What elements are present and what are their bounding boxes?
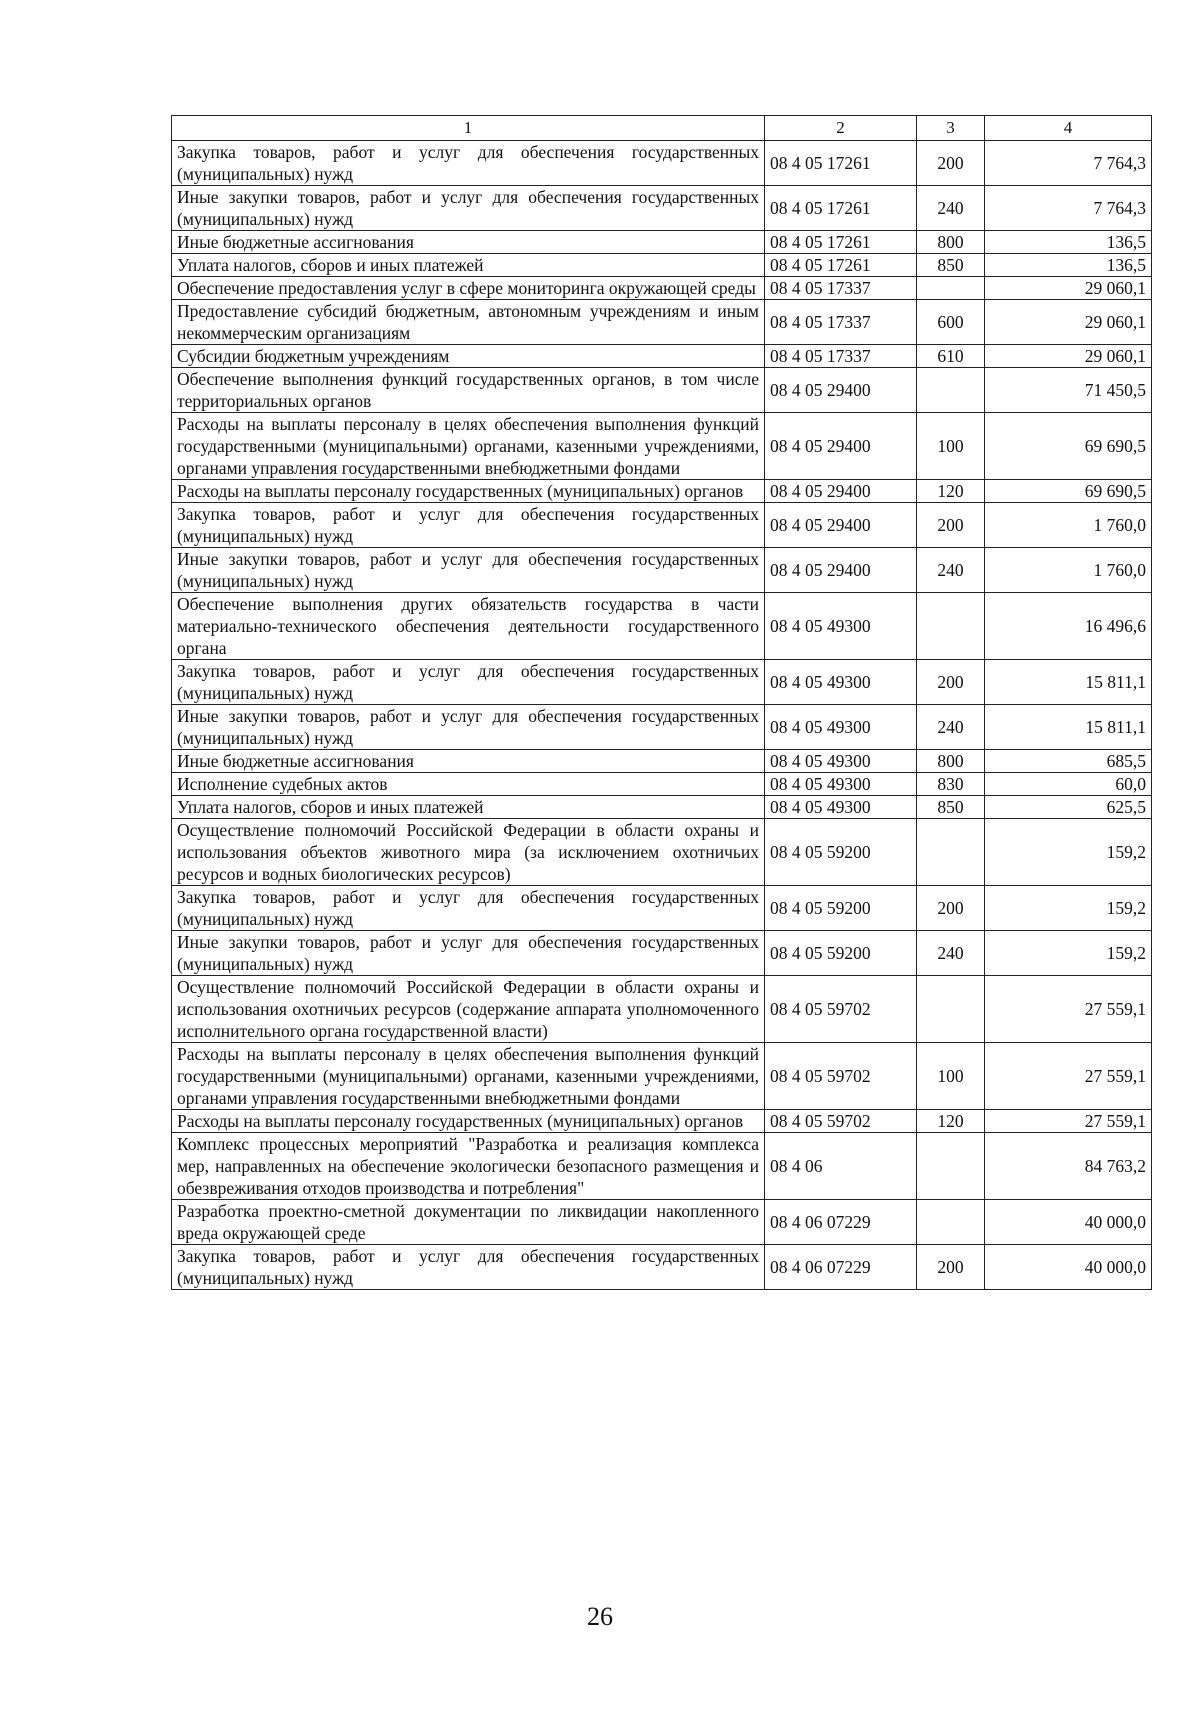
row-description: Иные закупки товаров, работ и услуг для обеспечения государственных (муниципальных) нужд bbox=[172, 931, 765, 976]
row-expense-type: 200 bbox=[917, 503, 985, 548]
row-expense-type: 830 bbox=[917, 773, 985, 796]
row-description: Субсидии бюджетным учреждениям bbox=[172, 345, 765, 368]
table-row bbox=[172, 413, 1152, 480]
table-row bbox=[172, 548, 1152, 593]
row-description: Расходы на выплаты персоналу в целях обеспечения выполнения функций государственными (муниципальными) органами, казенными учреждениями, органами управления государственными внебюджетными фондами bbox=[172, 413, 765, 480]
row-expense-type: 200 bbox=[917, 886, 985, 931]
row-code: 08 4 05 59702 bbox=[765, 1043, 917, 1110]
row-code: 08 4 05 49300 bbox=[765, 660, 917, 705]
table-row bbox=[172, 141, 1152, 186]
row-expense-type: 240 bbox=[917, 705, 985, 750]
row-code: 08 4 05 29400 bbox=[765, 413, 917, 480]
row-expense-type: 100 bbox=[917, 1043, 985, 1110]
table-row bbox=[172, 186, 1152, 231]
row-expense-type: 120 bbox=[917, 480, 985, 503]
row-code: 08 4 06 bbox=[765, 1133, 917, 1200]
row-expense-type: 200 bbox=[917, 141, 985, 186]
row-description: Обеспечение предоставления услуг в сфере мониторинга окружающей среды bbox=[172, 277, 765, 300]
table-row bbox=[172, 750, 1152, 773]
row-amount: 625,5 bbox=[985, 796, 1152, 819]
row-expense-type: 850 bbox=[917, 254, 985, 277]
row-expense-type bbox=[917, 976, 985, 1043]
row-code: 08 4 05 49300 bbox=[765, 773, 917, 796]
row-description: Уплата налогов, сборов и иных платежей bbox=[172, 796, 765, 819]
row-amount: 27 559,1 bbox=[985, 1110, 1152, 1133]
row-amount: 69 690,5 bbox=[985, 413, 1152, 480]
row-description: Расходы на выплаты персоналу государственных (муниципальных) органов bbox=[172, 1110, 765, 1133]
row-description: Закупка товаров, работ и услуг для обеспечения государственных (муниципальных) нужд bbox=[172, 503, 765, 548]
table-row bbox=[172, 480, 1152, 503]
row-code: 08 4 05 17261 bbox=[765, 254, 917, 277]
row-amount: 27 559,1 bbox=[985, 976, 1152, 1043]
row-code: 08 4 05 49300 bbox=[765, 796, 917, 819]
row-expense-type: 120 bbox=[917, 1110, 985, 1133]
header-col-3: 3 bbox=[917, 116, 985, 141]
row-expense-type: 240 bbox=[917, 548, 985, 593]
page-number: 26 bbox=[587, 1602, 613, 1631]
row-description: Закупка товаров, работ и услуг для обеспечения государственных (муниципальных) нужд bbox=[172, 1245, 765, 1290]
table-row bbox=[172, 886, 1152, 931]
table-row bbox=[172, 796, 1152, 819]
row-expense-type: 240 bbox=[917, 931, 985, 976]
row-amount: 40 000,0 bbox=[985, 1245, 1152, 1290]
row-expense-type: 100 bbox=[917, 413, 985, 480]
header-col-4: 4 bbox=[985, 116, 1152, 141]
row-code: 08 4 05 59702 bbox=[765, 976, 917, 1043]
row-amount: 136,5 bbox=[985, 231, 1152, 254]
row-code: 08 4 05 29400 bbox=[765, 548, 917, 593]
row-expense-type: 800 bbox=[917, 750, 985, 773]
budget-table-body bbox=[172, 116, 1152, 1290]
table-row bbox=[172, 300, 1152, 345]
row-expense-type bbox=[917, 1133, 985, 1200]
row-expense-type bbox=[917, 368, 985, 413]
row-code: 08 4 05 17261 bbox=[765, 141, 917, 186]
row-amount: 7 764,3 bbox=[985, 186, 1152, 231]
row-code: 08 4 05 29400 bbox=[765, 480, 917, 503]
row-amount: 159,2 bbox=[985, 819, 1152, 886]
row-description: Расходы на выплаты персоналу государственных (муниципальных) органов bbox=[172, 480, 765, 503]
table-row bbox=[172, 593, 1152, 660]
row-description: Осуществление полномочий Российской Федерации в области охраны и использования объектов животного мира (за исключением охотничьих ресурсов и водных биологических ресурсов) bbox=[172, 819, 765, 886]
row-amount: 16 496,6 bbox=[985, 593, 1152, 660]
row-description: Закупка товаров, работ и услуг для обеспечения государственных (муниципальных) нужд bbox=[172, 141, 765, 186]
row-code: 08 4 05 29400 bbox=[765, 368, 917, 413]
table-row bbox=[172, 773, 1152, 796]
table-header-row bbox=[172, 116, 1152, 141]
row-code: 08 4 05 17337 bbox=[765, 277, 917, 300]
row-expense-type: 600 bbox=[917, 300, 985, 345]
row-description: Иные закупки товаров, работ и услуг для обеспечения государственных (муниципальных) нужд bbox=[172, 186, 765, 231]
row-amount: 159,2 bbox=[985, 931, 1152, 976]
row-expense-type: 200 bbox=[917, 1245, 985, 1290]
row-code: 08 4 05 49300 bbox=[765, 593, 917, 660]
table-row bbox=[172, 254, 1152, 277]
row-expense-type: 200 bbox=[917, 660, 985, 705]
row-amount: 1 760,0 bbox=[985, 548, 1152, 593]
row-code: 08 4 05 17337 bbox=[765, 300, 917, 345]
row-amount: 84 763,2 bbox=[985, 1133, 1152, 1200]
row-expense-type bbox=[917, 593, 985, 660]
table-row bbox=[172, 660, 1152, 705]
row-amount: 69 690,5 bbox=[985, 480, 1152, 503]
row-description: Обеспечение выполнения функций государственных органов, в том числе территориальных органов bbox=[172, 368, 765, 413]
table-row bbox=[172, 931, 1152, 976]
row-expense-type: 240 bbox=[917, 186, 985, 231]
row-expense-type: 800 bbox=[917, 231, 985, 254]
table-row bbox=[172, 705, 1152, 750]
table-row bbox=[172, 277, 1152, 300]
row-amount: 71 450,5 bbox=[985, 368, 1152, 413]
table-row bbox=[172, 231, 1152, 254]
row-amount: 136,5 bbox=[985, 254, 1152, 277]
row-description: Закупка товаров, работ и услуг для обеспечения государственных (муниципальных) нужд bbox=[172, 660, 765, 705]
row-description: Исполнение судебных актов bbox=[172, 773, 765, 796]
row-amount: 159,2 bbox=[985, 886, 1152, 931]
row-code: 08 4 05 59702 bbox=[765, 1110, 917, 1133]
row-code: 08 4 05 59200 bbox=[765, 931, 917, 976]
row-code: 08 4 06 07229 bbox=[765, 1245, 917, 1290]
row-amount: 29 060,1 bbox=[985, 300, 1152, 345]
row-amount: 27 559,1 bbox=[985, 1043, 1152, 1110]
row-amount: 685,5 bbox=[985, 750, 1152, 773]
row-code: 08 4 05 17337 bbox=[765, 345, 917, 368]
row-description: Комплекс процессных мероприятий "Разработка и реализация комплекса мер, направленных на обеспечение экологически безопасного размещения и обезвреживания отходов производства и потребления" bbox=[172, 1133, 765, 1200]
table-row bbox=[172, 368, 1152, 413]
row-expense-type: 850 bbox=[917, 796, 985, 819]
row-code: 08 4 05 59200 bbox=[765, 819, 917, 886]
row-code: 08 4 05 17261 bbox=[765, 186, 917, 231]
row-description: Уплата налогов, сборов и иных платежей bbox=[172, 254, 765, 277]
table-row bbox=[172, 976, 1152, 1043]
row-code: 08 4 05 17261 bbox=[765, 231, 917, 254]
row-code: 08 4 06 07229 bbox=[765, 1200, 917, 1245]
row-description: Разработка проектно-сметной документации по ликвидации накопленного вреда окружающей среде bbox=[172, 1200, 765, 1245]
budget-table bbox=[171, 115, 1152, 1290]
row-code: 08 4 05 59200 bbox=[765, 886, 917, 931]
table-row bbox=[172, 1133, 1152, 1200]
row-description: Иные бюджетные ассигнования bbox=[172, 231, 765, 254]
row-amount: 1 760,0 bbox=[985, 503, 1152, 548]
row-description: Закупка товаров, работ и услуг для обеспечения государственных (муниципальных) нужд bbox=[172, 886, 765, 931]
table-row bbox=[172, 503, 1152, 548]
row-description: Иные закупки товаров, работ и услуг для обеспечения государственных (муниципальных) нужд bbox=[172, 548, 765, 593]
row-description: Иные закупки товаров, работ и услуг для обеспечения государственных (муниципальных) нужд bbox=[172, 705, 765, 750]
row-description: Расходы на выплаты персоналу в целях обеспечения выполнения функций государственными (муниципальными) органами, казенными учреждениями, органами управления государственными внебюджетными фондами bbox=[172, 1043, 765, 1110]
table-row bbox=[172, 1200, 1152, 1245]
row-amount: 7 764,3 bbox=[985, 141, 1152, 186]
row-expense-type bbox=[917, 277, 985, 300]
row-expense-type bbox=[917, 819, 985, 886]
row-code: 08 4 05 29400 bbox=[765, 503, 917, 548]
table-row bbox=[172, 345, 1152, 368]
table-row bbox=[172, 1110, 1152, 1133]
row-amount: 15 811,1 bbox=[985, 660, 1152, 705]
row-expense-type bbox=[917, 1200, 985, 1245]
row-amount: 29 060,1 bbox=[985, 345, 1152, 368]
table-row bbox=[172, 1245, 1152, 1290]
row-amount: 60,0 bbox=[985, 773, 1152, 796]
table-row bbox=[172, 819, 1152, 886]
row-description: Иные бюджетные ассигнования bbox=[172, 750, 765, 773]
row-code: 08 4 05 49300 bbox=[765, 705, 917, 750]
row-description: Осуществление полномочий Российской Федерации в области охраны и использования охотничьих ресурсов (содержание аппарата уполномоченного исполнительного органа государственной власти) bbox=[172, 976, 765, 1043]
row-code: 08 4 05 49300 bbox=[765, 750, 917, 773]
row-expense-type: 610 bbox=[917, 345, 985, 368]
header-col-1: 1 bbox=[172, 116, 765, 141]
row-description: Предоставление субсидий бюджетным, автономным учреждениям и иным некоммерческим организациям bbox=[172, 300, 765, 345]
table-row bbox=[172, 1043, 1152, 1110]
row-amount: 40 000,0 bbox=[985, 1200, 1152, 1245]
row-amount: 15 811,1 bbox=[985, 705, 1152, 750]
row-description: Обеспечение выполнения других обязательств государства в части материально-технического обеспечения деятельности государственного органа bbox=[172, 593, 765, 660]
row-amount: 29 060,1 bbox=[985, 277, 1152, 300]
header-col-2: 2 bbox=[765, 116, 917, 141]
